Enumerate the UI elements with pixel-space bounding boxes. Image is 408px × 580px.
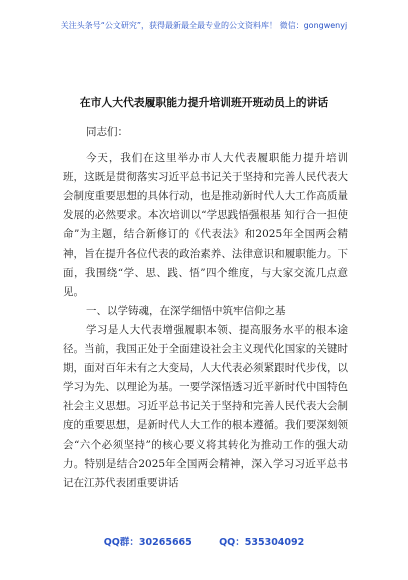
document-body [63, 123, 348, 493]
footer-qq-group: QQ群：30265665 [103, 537, 192, 548]
section-heading-1: 一、以学铸魂，在深学细悟中筑牢信仰之基 [86, 304, 286, 317]
document-title: 在市人大代表履职能力提升培训班开班动员上的讲话 [79, 96, 329, 109]
footer-qq: QQ：535304092 [219, 537, 305, 548]
paragraph-section-1: 学习是人大代表增强履职本领、提高服务水平的根本途径。当前，我国正处于全面建设社会主义现代化国家的关键时期，面对百年未有之大变局，人大代表必须紧跟时代步伐，以学习为先、以理论为基。一要学深悟透习近平新时代中国特色社会主义思想。习近平总书记关于坚持和完善人民代表大会制度的重要思想，是新时代人大工作的根本遵循。我们要深刻领会“六个必须坚持”的核心要义将其转化为推动工作的强大动力。特别是结合2025年全国两会精神，深入学习习近平总书记在江苏代表团重要讲话 [63, 323, 348, 489]
header-note: 关注头条号“公文研究”，获得最新最全最专业的公文资料库！ 微信：gongwenyj [60, 21, 348, 30]
paragraph-intro: 今天，我们在这里举办市人大代表履职能力提升培训班，这既是贯彻落实习近平总书记关于坚持和完善人民代表大会制度重要思想的具体行动，也是推动新时代人大工作高质量发展的必然要求。本次培训以“学思践悟强根基 知行合一担使命”为主题，结合新修订的《代表法》和2025年全国两会精神，旨在提升各位代表的政治素养、法律意识和履职能力。下面，我围绕“学、思、践、悟”四个维度，与大家交流几点意见。 [63, 152, 348, 298]
salutation: 同志们： [86, 126, 128, 138]
footer-contact [0, 534, 408, 548]
